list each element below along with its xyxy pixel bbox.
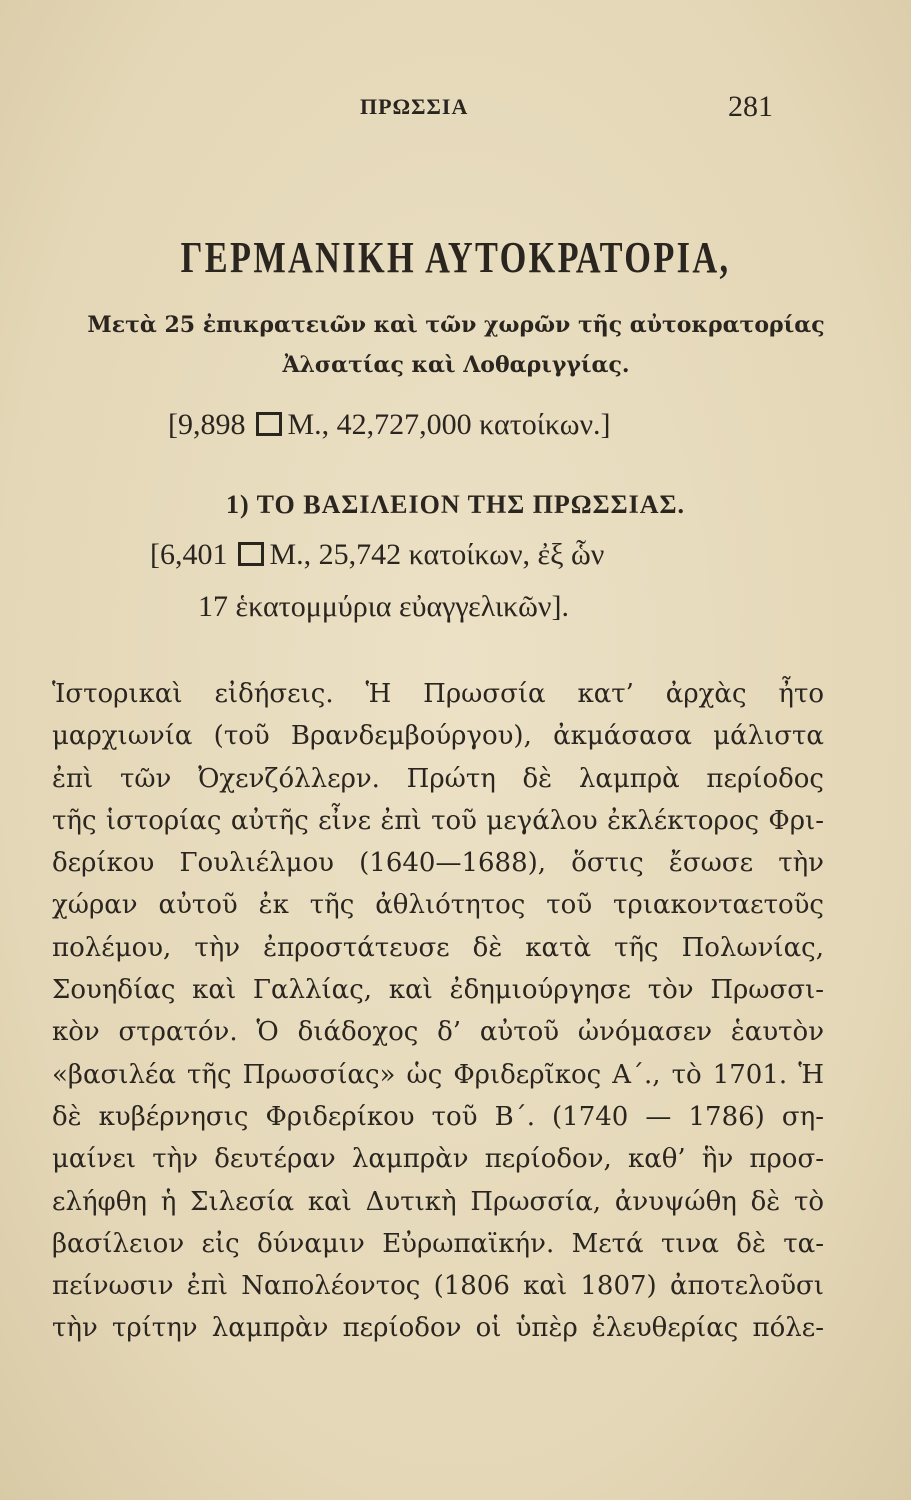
- running-title: ΠΡΩΣΣΙΑ: [360, 94, 469, 119]
- subtitle-line: Ἀλσατίας καὶ Λοθαριγγίας.: [282, 352, 630, 378]
- text-line: Σουηδίας καὶ Γαλλίας, καὶ ἐδημιούργησε τὸν Πρωσσι-: [52, 975, 824, 1006]
- text-line: δὲ κυβέρνησις Φριδερίκου τοῦ Β΄. (1740 — 1786) ση-: [52, 1101, 824, 1132]
- square-mile-icon: [256, 412, 282, 436]
- kingdom-stats: [150, 538, 604, 572]
- kingdom-stats-line2: 17 ἑκατομμύρια εὐαγγελικῶν].: [198, 590, 569, 623]
- text-line: «βασιλέα τῆς Πρωσσίας» ὡς Φριδερῖκος Α΄., τὸ 1701. Ἡ: [52, 1059, 824, 1090]
- square-mile-icon: [238, 542, 264, 566]
- text-line: πολέμου, τὴν ἐπροστάτευσε δὲ κατὰ τῆς Πολωνίας,: [52, 932, 824, 963]
- text-line: χώραν αὐτοῦ ἐκ τῆς ἀθλιότητος τοῦ τριακονταετοῦς: [52, 890, 824, 921]
- text-line: πείνωσιν ἐπὶ Ναπολέοντος (1806 καὶ 1807) ἀποτελοῦσι: [52, 1271, 824, 1302]
- text-line: τῆς ἱστορίας αὐτῆς εἶνε ἐπὶ τοῦ μεγάλου ἐκλέκτορος Φρι-: [52, 805, 824, 836]
- text-line: ελήφθη ἡ Σιλεσία καὶ Δυτικὴ Πρωσσία, ἀνυψώθη δὲ τὸ: [52, 1186, 824, 1217]
- text-line: κὸν στρατόν. Ὁ διάδοχος δ’ αὐτοῦ ὠνόμασεν ἑαυτὸν: [52, 1017, 824, 1048]
- text-line: βασίλειον εἰς δύναμιν Εὐρωπαϊκήν. Μετά τινα δὲ τα-: [52, 1228, 824, 1259]
- text-line: δερίκου Γουλιέλμου (1640—1688), ὅστις ἔσωσε τὴν: [52, 848, 824, 879]
- kingdom-area: [6,401: [150, 538, 228, 571]
- text-line: μαίνει τὴν δευτέραν λαμπρὰν περίοδον, καθ’ ἣν προσ-: [52, 1144, 824, 1175]
- empire-population: Μ., 42,727,000 κατοίκων.]: [287, 408, 611, 441]
- page-number: 281: [728, 90, 773, 123]
- kingdom-population: Μ., 25,742 κατοίκων, ἐξ ὧν: [269, 538, 605, 571]
- empire-area: [9,898: [168, 408, 246, 441]
- text-line: τὴν τρίτην λαμπρὰν περίοδον οἱ ὑπὲρ ἐλευθερίας πόλε-: [52, 1313, 824, 1344]
- empire-stats: [168, 408, 611, 442]
- text-line: ἐπὶ τῶν Ὀχενζόλλερν. Πρώτη δὲ λαμπρὰ περίοδος: [52, 763, 824, 794]
- running-header: [0, 90, 911, 130]
- body-text: [52, 673, 824, 1350]
- section-heading: 1) ΤΟ ΒΑΣΙΛΕΙΟΝ ΤΗΣ ΠΡΩΣΣΙΑΣ.: [225, 490, 686, 519]
- text-line: Ἱστορικαὶ εἰδήσεις. Ἡ Πρωσσία κατ’ ἀρχὰς ἦτο: [52, 679, 824, 709]
- chapter-title: ΓΕΡΜΑΝΙΚΗ ΑΥΤΟΚΡΑΤΟΡΙΑ,: [180, 233, 731, 282]
- subtitle-line: Μετὰ 25 ἐπικρατειῶν καὶ τῶν χωρῶν τῆς αὐτοκρατορίας: [87, 312, 825, 338]
- text-line: μαρχιωνία (τοῦ Βρανδεμβούργου), ἀκμάσασα μάλιστα: [52, 721, 824, 752]
